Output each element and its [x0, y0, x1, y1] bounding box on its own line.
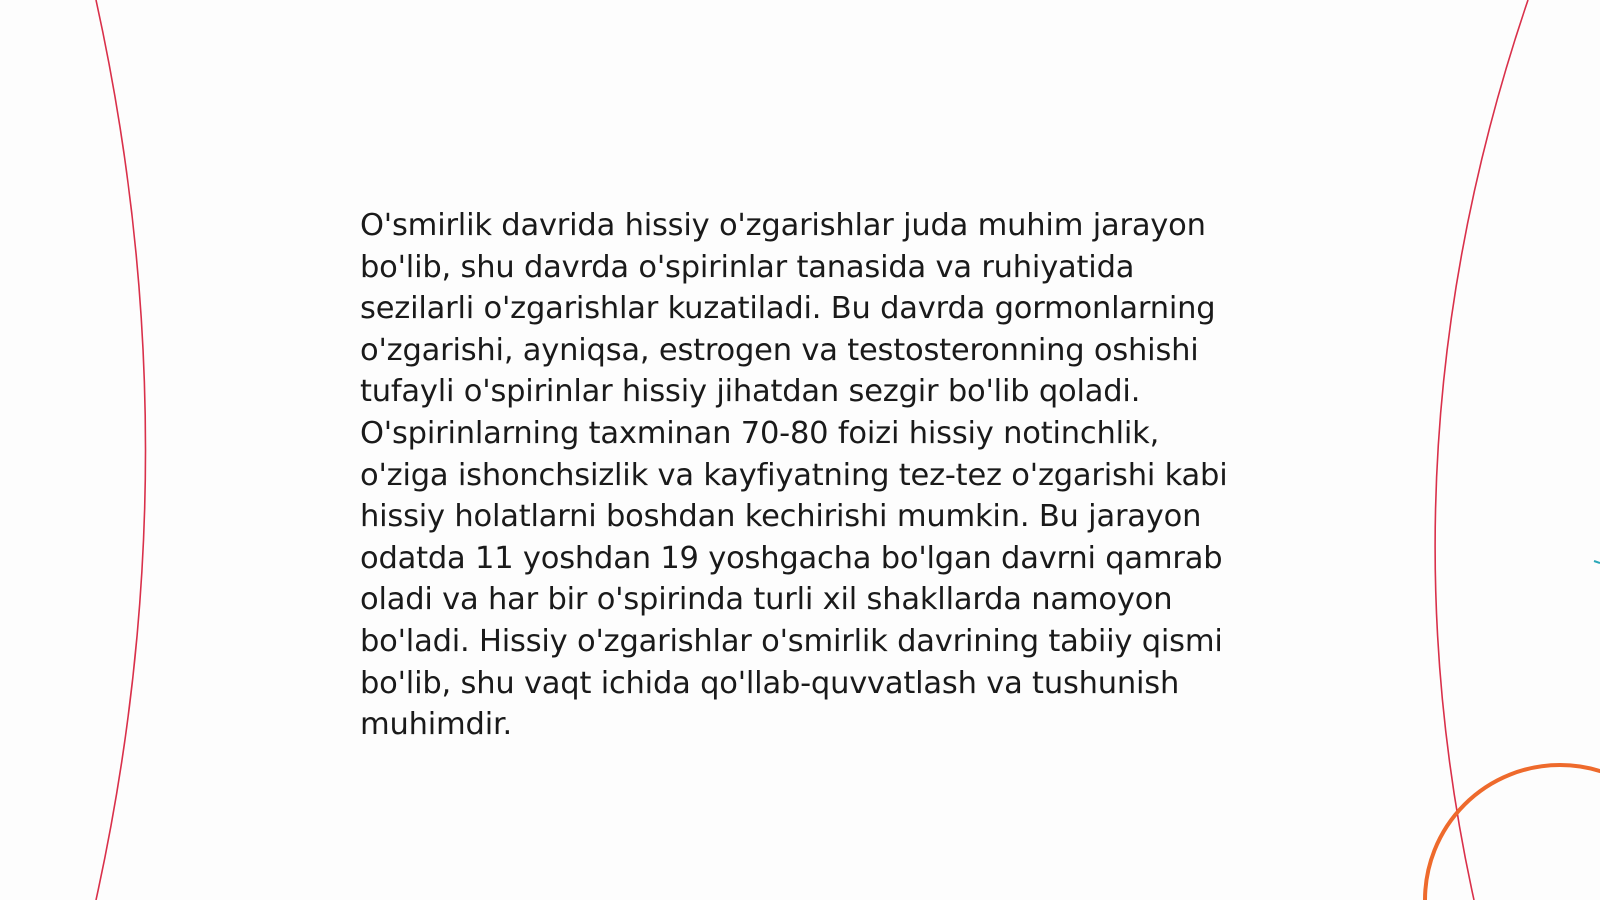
teal-tick [1594, 561, 1600, 563]
orange-circle [1425, 765, 1600, 900]
body-paragraph: O'smirlik davrida hissiy o'zgarishlar juda muhim jarayon bo'lib, shu davrda o'spirinlar tanasida va ruhiyatida sezilarli o'zgarishlar kuzatiladi. Bu davrda gormonlarning o'zgarishi, ayniqsa, estrogen va testosteronning oshishi tufayli o'spirinlar hissiy jihatdan sezgir bo'lib qoladi. O'spirinlarning taxminan 70-80 foizi hissiy notinchlik, o'ziga ishonchsizlik va kayfiyatning tez-tez o'zgarishi kabi hissiy holatlarni boshdan kechirishi mumkin. Bu jarayon odatda 11 yoshdan 19 yoshgacha bo'lgan davrni qamrab oladi va har bir o'spirinda turli xil shakllarda namoyon bo'ladi. Hissiy o'zgarishlar o'smirlik davrining tabiiy qismi bo'lib, shu vaqt ichida qo'llab-quvvatlash va tushunish muhimdir. [360, 208, 1228, 743]
left-curve [96, 0, 146, 900]
right-curve [1435, 0, 1528, 900]
